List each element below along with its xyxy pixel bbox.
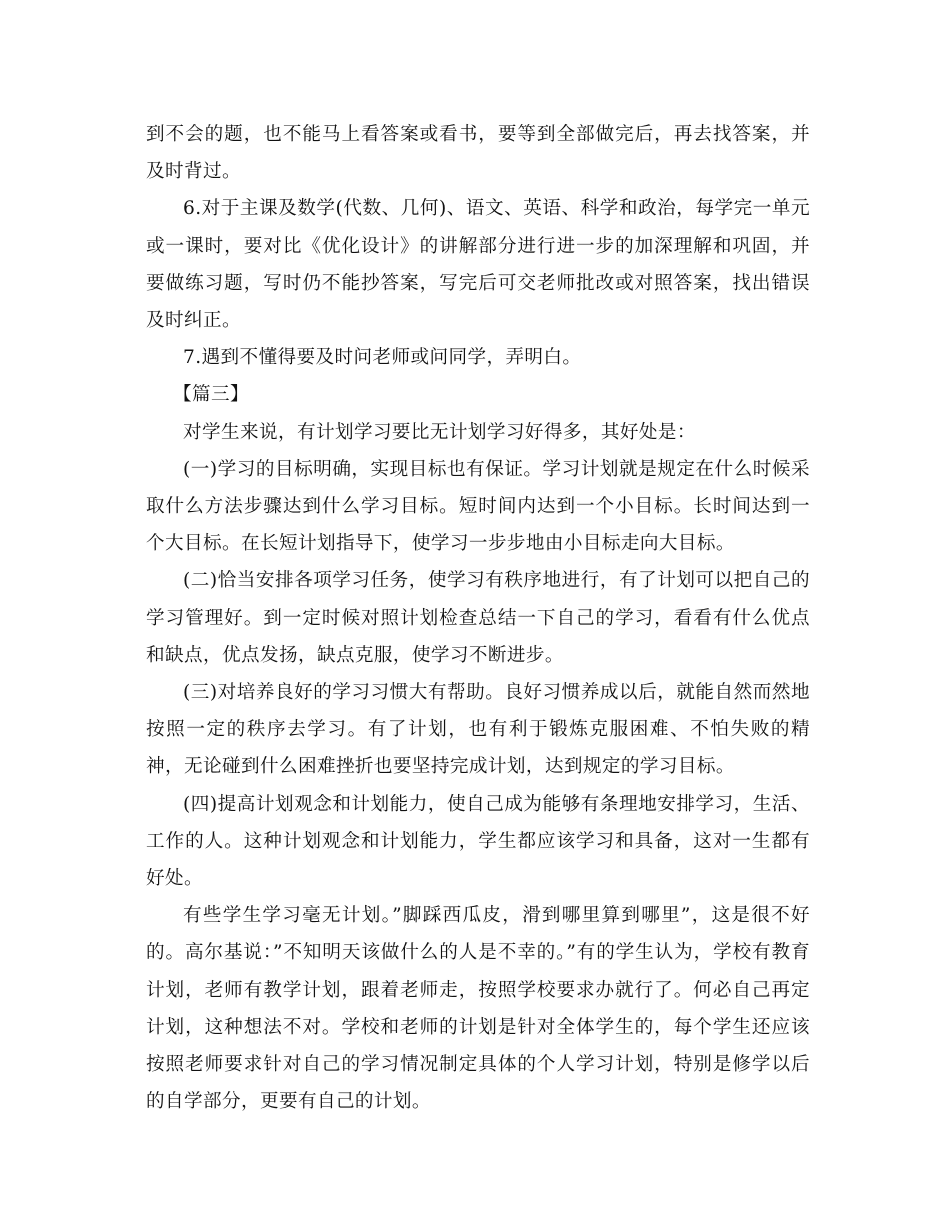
paragraph-point-3: (三)对培养良好的学习习惯大有帮助。良好习惯养成以后，就能自然而然地按照一定的秩序去学习。有了计划，也有利于锻炼克服困难、不怕失败的精神，无论碰到什么困难挫折也要坚持完成计划，达到规定的学习目标。 (146, 682, 810, 778)
paragraph-item-7: 7.遇到不懂得要及时问老师或问同学，弄明白。 (183, 347, 582, 369)
paragraph-continuation: 到不会的题，也不能马上看答案或看书，要等到全部做完后，再去找答案，并及时背过。 (146, 124, 810, 183)
paragraph-intro: 对学生来说，有计划学习要比无计划学习好得多，其好处是： (183, 421, 696, 443)
section-heading: 【篇三】 (173, 384, 249, 406)
paragraph-item-6: 6.对于主课及数学(代数、几何)、语文、英语、科学和政治，每学完一单元或一课时，要对比《优化设计》的讲解部分进行进一步的加深理解和巩固，并要做练习题，写时仍不能抄答案，写完后可交老师批改或对照答案，找出错误及时纠正。 (146, 198, 810, 332)
paragraph-point-4: (四)提高计划观念和计划能力，使自己成为能够有条理地安排学习，生活、工作的人。这种计划观念和计划能力，学生都应该学习和具备，这对一生都有好处。 (146, 793, 810, 890)
document-body (146, 116, 810, 1120)
paragraph-point-1: (一)学习的目标明确，实现目标也有保证。学习计划就是规定在什么时候采取什么方法步骤达到什么学习目标。短时间内达到一个小目标。长时间达到一个大目标。在长短计划指导下，使学习一步步地由小目标走向大目标。 (146, 458, 810, 555)
paragraph-point-2: (二)恰当安排各项学习任务，使学习有秩序地进行，有了计划可以把自己的学习管理好。到一定时候对照计划检查总结一下自己的学习，看看有什么优点和缺点，优点发扬，缺点克服，使学习不断进步。 (146, 570, 810, 666)
paragraph-conclusion: 有些学生学习毫无计划。”脚踩西瓜皮，滑到哪里算到哪里”，这是很不好的。高尔基说：”不知明天该做什么的人是不幸的。”有的学生认为，学校有教育计划，老师有教学计划，跟着老师走，按照学校要求办就行了。何必自己再定计划，这种想法不对。学校和老师的计划是针对全体学生的，每个学生还应该按照老师要求针对自己的学习情况制定具体的个人学习计划，特别是修学以后的自学部分，更要有自己的计划。 (146, 905, 810, 1113)
